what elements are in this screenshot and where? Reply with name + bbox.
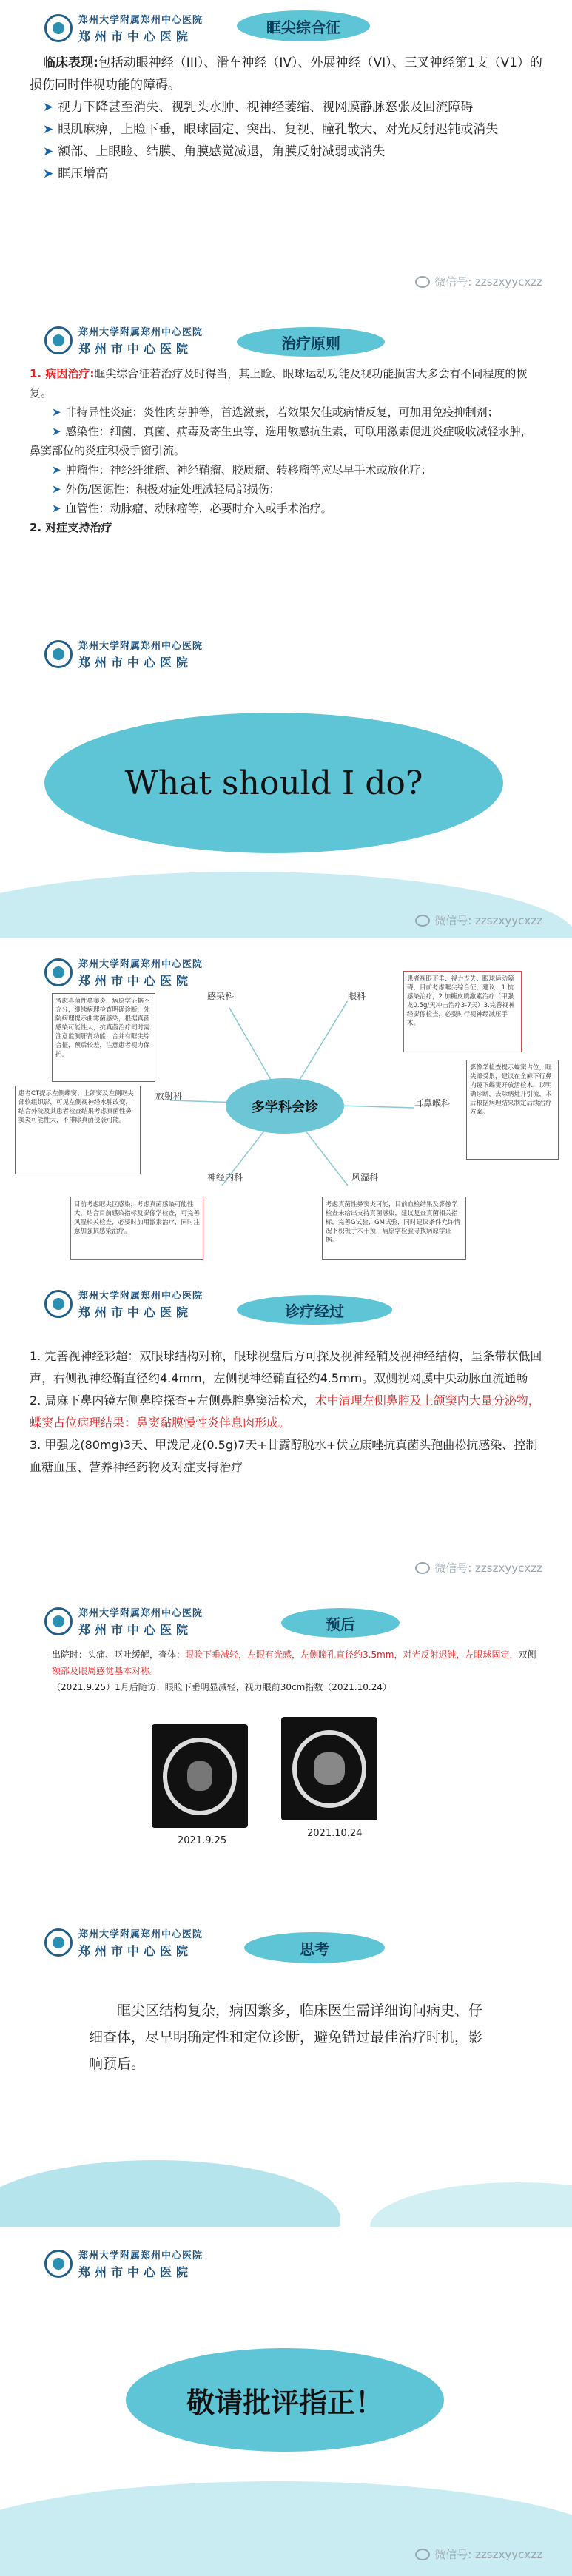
- bullet-item: ➤ 额部、上眼睑、结膜、角膜感觉减退，角膜反射减弱或消失: [43, 144, 386, 159]
- slide2-body: [30, 364, 542, 537]
- course-item: 1. 完善视神经彩超：双眼球结构对称，眼球视盘后方可探及视神经鞘及视神经结构，呈条带状低回声，右侧视神经鞘直径约4.4mm，左侧视神经鞘直径约4.5mm。双侧视网膜中央动脉血流通畅: [30, 1349, 542, 1385]
- label-neuro: 神经内科: [207, 1172, 243, 1183]
- label-infect: 感染科: [207, 991, 235, 1001]
- cause-treatment-label: 1. 病因治疗:: [30, 367, 95, 380]
- slide-treatment-principles: [0, 314, 572, 617]
- hospital-seal-icon: [44, 1290, 73, 1318]
- slide-gap: [0, 1906, 572, 1916]
- hospital-logo: 郑州大学附属郑州中心医院 郑州市中心医院: [44, 1605, 203, 1638]
- hospital-logo: [44, 12, 203, 44]
- slide-reflection: [0, 1916, 572, 2227]
- slide1-body: [30, 52, 542, 185]
- slide-gap: [0, 2227, 572, 2237]
- slide-title: 眶尖综合征: [266, 18, 340, 36]
- slide-gap: [0, 303, 572, 314]
- wechat-icon: [415, 2549, 430, 2560]
- wechat-watermark: 微信号: zzszxyycxzz: [415, 2546, 542, 2562]
- hospital-logo: 郑州大学附属郑州中心医院 郑州市中心医院: [44, 638, 203, 670]
- arrow-bullet-icon: ➤: [52, 406, 61, 419]
- intro-paragraph: [30, 52, 542, 96]
- hospital-seal-icon: [44, 640, 73, 668]
- label-ent: 耳鼻喉科: [414, 1098, 451, 1109]
- ct-sinus-shape: [314, 1752, 345, 1785]
- slide6-body: [52, 1647, 542, 1695]
- slide-title: 诊疗经过: [285, 1302, 344, 1320]
- slide5-body: [30, 1345, 542, 1479]
- cause-item: ➤ 非特异性炎症：炎性肉芽肿等，首选激素，若效果欠佳或病情反复，可加用免疫抑制剂；: [52, 406, 499, 419]
- arrow-bullet-icon: ➤: [43, 122, 54, 137]
- ct-caption-1: 2021.9.25: [178, 1835, 227, 1846]
- arrow-bullet-icon: ➤: [43, 144, 54, 159]
- arrow-bullet-icon: ➤: [52, 425, 61, 438]
- slide-title: 思考: [300, 1940, 329, 1958]
- ct-caption-2: 2021.10.24: [307, 1828, 363, 1839]
- thanks-banner: [126, 2348, 444, 2452]
- mdt-center-node: [226, 1078, 344, 1134]
- question-text: What should I do?: [124, 764, 423, 802]
- hospital-seal-icon: [44, 1928, 73, 1957]
- hospital-name-line1: 郑州大学附属郑州中心医院: [78, 15, 203, 26]
- followup-status: （2021.9.25）1月后随访：眼睑下垂明显减轻，视力眼前30cm指数（2021.10.24）: [52, 1682, 391, 1692]
- consult-box-infect: 考虑真菌性鼻窦炎可能，目前血检结果及影像学检查未给出支持真菌感染，建议复查真菌相关指标，完善G试验、GM试验，同时建议条件允许情况下积极手术干预，病原学检验寻找病原学证据。: [322, 1197, 466, 1260]
- hospital-logo: 郑州大学附属郑州中心医院 郑州市中心医院: [44, 2247, 203, 2280]
- slide-title: 预后: [326, 1615, 355, 1633]
- slide-gap: [0, 617, 572, 628]
- course-item: 2. 局麻下鼻内镜左侧鼻腔探查+左侧鼻腔鼻窦活检术，术中清理左侧鼻腔及上颌窦内大量分泌物，蝶窦占位病理结果：鼻窦黏膜慢性炎伴息肉形成。: [30, 1393, 540, 1430]
- hospital-seal-icon: [44, 1607, 73, 1635]
- slide-title-pill: [237, 327, 385, 357]
- slide-orbital-apex: [0, 0, 572, 303]
- cause-item: ➤ 血管性：动脉瘤、动脉瘤等，必要时介入或手术治疗。: [52, 502, 332, 515]
- cause-item: ➤ 感染性：细菌、真菌、病毒及寄生虫等，选用敏感抗生素，可联用激素促进炎症吸收减轻水肿，鼻窦部位的炎症积极手窗引流。: [30, 425, 532, 457]
- bullet-item: ➤ 眼肌麻痹，上睑下垂，眼球固定、突出、复视、瞳孔散大、对光反射迟钝或消失: [43, 122, 499, 137]
- hospital-seal-icon: [44, 2250, 73, 2278]
- wechat-watermark: 微信号: zzszxyycxzz: [415, 1560, 542, 1575]
- slide-title-pill: [281, 1608, 400, 1638]
- cause-treatment-paragraph: 1. 病因治疗:眶尖综合征若治疗及时得当，其上睑、眼球运动功能及视功能损害大多会有不同程度的恢复。: [30, 367, 528, 400]
- consult-box-ophth: 患者视眼下垂、视力丧失、眼球运动障碍，目前考虑眶尖综合征，建议：1.抗感染治疗，2.加糖皮质激素治疗（甲强龙0.5g/天冲击治疗3-7天）3.完善视神经影像检查，必要时行视神经减压手术。: [403, 971, 522, 1052]
- arrow-bullet-icon: ➤: [43, 167, 54, 181]
- symptomatic-treatment: 2. 对症支持治疗: [30, 521, 112, 534]
- intro-label: 临床表现:: [43, 56, 98, 70]
- course-item: 3. 甲强龙(80mg)3天、甲泼尼龙(0.5g)7天+甘露醇脱水+伏立康唑抗真菌头孢曲松抗感染、控制血糖血压、营养神经药物及对症支持治疗: [30, 1438, 538, 1474]
- wechat-watermark: 微信号: zzszxyycxzz: [415, 912, 542, 928]
- label-rheum: 风湿科: [351, 1172, 379, 1183]
- slide-title-pill: [237, 10, 370, 41]
- consult-box-ent: 影像学检查提示蝶窦占位，眶尖部受累，建议在全麻下行鼻内镜下蝶窦开放活检术，以明确诊断，去除病灶并引流，术后根据病理结果制定后续治疗方案。: [466, 1060, 559, 1160]
- slide-mdt: [0, 949, 572, 1267]
- decorative-wave: [0, 2160, 340, 2227]
- slide-title-pill: [237, 1295, 392, 1325]
- hospital-name-line2: 郑州市中心医院: [78, 30, 193, 44]
- slide-question: [0, 628, 572, 938]
- intro-text: 包括动眼神经（III）、滑车神经（IV）、外展神经（VI）、三叉神经第1支（V1）的损伤同时伴视功能的障碍。: [30, 56, 542, 93]
- arrow-bullet-icon: ➤: [52, 463, 61, 477]
- ct-scan-image-2: [281, 1717, 377, 1820]
- consult-box-rheum: 目前考虑眶尖区感染，考虑真菌感染可能性大，结合目前感染指标及影像学检查，可完善风湿相关检查，必要时加用激素治疗，同时注意加强抗感染治疗。: [70, 1197, 203, 1260]
- bullet-item: ➤ 视力下降甚至消失、视乳头水肿、视神经萎缩、视网膜静脉怒张及回流障碍: [43, 100, 474, 115]
- decorative-wave: [0, 872, 572, 938]
- slide-title: 治疗原则: [281, 334, 340, 352]
- thanks-text: 敬请批评指正！: [186, 2386, 383, 2419]
- hospital-logo: 郑州大学附属郑州中心医院 郑州市中心医院: [44, 1926, 203, 1959]
- slide-gap: [0, 1267, 572, 1277]
- ct-scan-image-1: [152, 1724, 248, 1828]
- decorative-wave: [370, 2182, 572, 2227]
- arrow-bullet-icon: ➤: [43, 100, 54, 115]
- hospital-logo: 郑州大学附属郑州中心医院 郑州市中心医院: [44, 956, 203, 989]
- slide-thanks: [0, 2237, 572, 2576]
- bullet-item: ➤ 眶压增高: [43, 167, 109, 181]
- label-radio: 放射科: [155, 1091, 183, 1101]
- wechat-icon: [415, 915, 430, 927]
- wechat-icon: [415, 276, 430, 288]
- slide7-body: 眶尖区结构复杂，病因繁多，临床医生需详细询问病史、仔细查体，尽早明确定性和定位诊断，避免错过最佳治疗时机，影响预后。: [89, 2002, 483, 2072]
- hospital-logo: 郑州大学附属郑州中心医院 郑州市中心医院: [44, 1288, 203, 1320]
- wechat-icon: [415, 1562, 430, 1574]
- wechat-watermark: 微信号: zzszxyycxzz: [415, 274, 542, 289]
- discharge-status: 出院时：头痛、呕吐缓解，查体：眼睑下垂减轻，左眼有光感，左侧瞳孔直径约3.5mm，对光反射迟钝，左眼球固定，双侧额部及眼周感觉基本对称。: [52, 1649, 536, 1676]
- consult-box-neuro: 考虑真菌性鼻窦炎，病原学证据不充分，继续病理检查明确诊断，外院病理提示曲霉菌感染，根据真菌感染可能性大，抗真菌治疗同时需注意监测肝肾功能，合并有眶尖综合征，预后较差，注意患者视力保护。: [52, 993, 155, 1082]
- slide-title-pill: [244, 1932, 385, 1963]
- slide-treatment-course: [0, 1277, 572, 1584]
- arrow-bullet-icon: ➤: [52, 482, 61, 496]
- mdt-center-label: 多学科会诊: [252, 1099, 318, 1115]
- slide-gap: [0, 1584, 572, 1595]
- hospital-seal-icon: [44, 14, 73, 42]
- hospital-logo: 郑州大学附属郑州中心医院 郑州市中心医院: [44, 324, 203, 357]
- arrow-bullet-icon: ➤: [52, 502, 61, 515]
- cause-item: ➤ 外伤/医源性：积极对症处理减轻局部损伤；: [52, 482, 280, 496]
- slide-prognosis: [0, 1595, 572, 1906]
- question-banner: [44, 713, 503, 853]
- consult-box-radio: 患者CT提示左侧蝶窦、上颌窦及左侧眶尖部软组织影，可见左侧视神经水肿改变，结合外院及其患者检查结果考虑真菌性鼻窦炎可能性大，不排除真菌侵袭可能。: [15, 1086, 141, 1174]
- cause-item: ➤ 肿瘤性：神经纤维瘤、神经鞘瘤、胶质瘤、转移瘤等应尽早手术或放化疗；: [52, 463, 432, 477]
- label-ophth: 眼科: [348, 991, 366, 1001]
- slide-gap: [0, 938, 572, 949]
- hospital-seal-icon: [44, 326, 73, 354]
- ct-sinus-shape: [187, 1761, 212, 1791]
